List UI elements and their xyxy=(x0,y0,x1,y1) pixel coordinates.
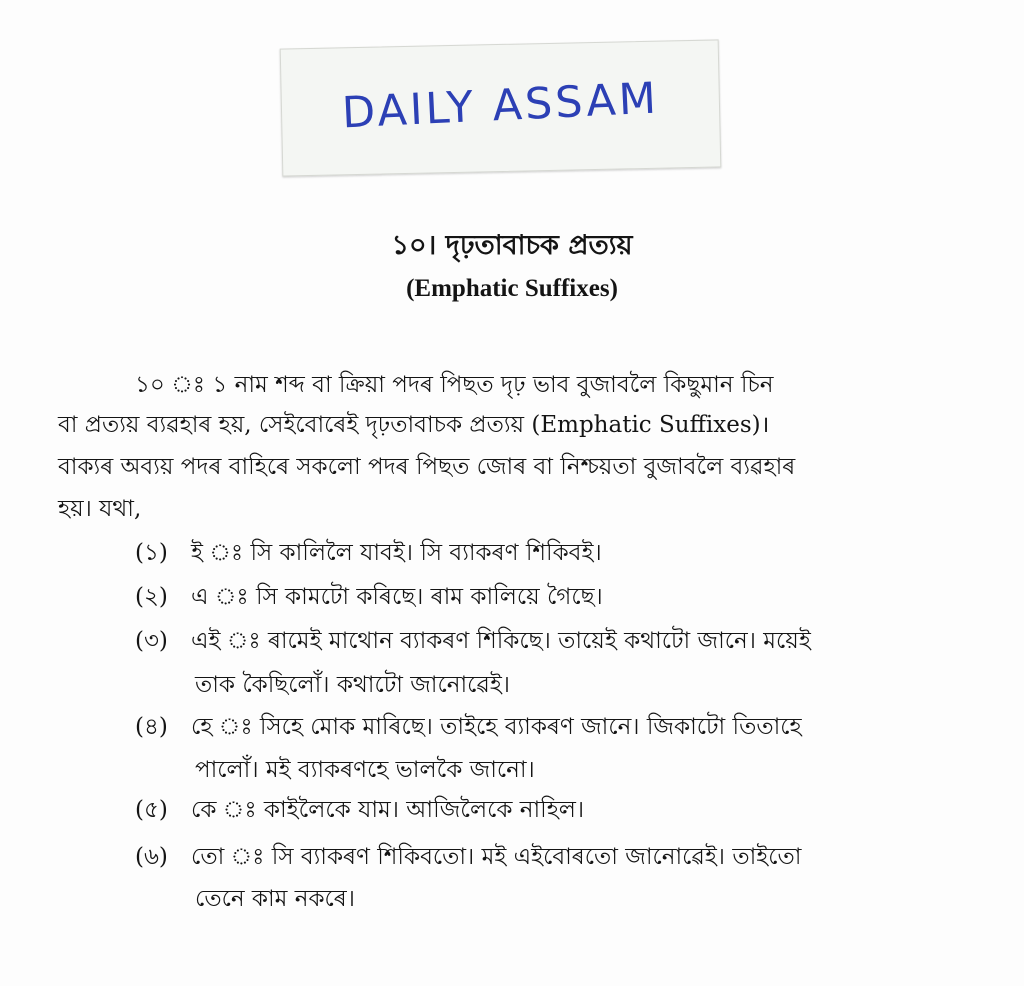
item-text: কে ঃ কাইলৈকে যাম। আজিলৈকে নাহিল। xyxy=(191,797,585,823)
item-number: (৫) xyxy=(135,797,168,823)
list-item-continuation: পালোঁ। মই ব্যাকৰণহে ভালকৈ জানো। xyxy=(195,757,535,783)
item-text: এ ঃ সি কামটো কৰিছে। ৰাম কালিয়ে গৈছে। xyxy=(191,584,603,610)
list-item-continuation: তাক কৈছিলোঁ। কথাটো জানোৱেই। xyxy=(195,672,511,698)
list-item xyxy=(135,712,802,742)
paragraph-line: হয়। যথা, xyxy=(58,496,142,522)
item-text: তো ঃ সি ব্যাকৰণ শিকিবতো। মই এইবোৰতো জানোৱেই। তাইতো xyxy=(191,844,802,870)
list-item-continuation: তেনে কাম নকৰে। xyxy=(195,886,355,912)
list-item xyxy=(135,626,811,656)
list-item xyxy=(135,795,584,825)
paragraph-line: ১০ ঃ ১ নাম শব্দ বা ক্ৰিয়া পদৰ পিছত দৃঢ় ভাব বুজাবলৈ কিছুমান চিন xyxy=(135,372,774,398)
paragraph-line: বাক্যৰ অব্যয় পদৰ বাহিৰে সকলো পদৰ পিছত জোৰ বা নিশ্চয়তা বুজাবলৈ ব্যৱহাৰ xyxy=(58,454,796,480)
item-number: (২) xyxy=(135,584,168,610)
item-number: (৩) xyxy=(135,628,168,654)
section-subtitle: (Emphatic Suffixes) xyxy=(406,275,618,302)
list-item xyxy=(135,842,801,872)
paragraph-line: বা প্ৰত্যয় ব্যৱহাৰ হয়, সেইবোৰেই দৃঢ়তাবাচক প্ৰত্যয় (Emphatic Suffixes)। xyxy=(58,412,770,438)
item-number: (৬) xyxy=(135,844,168,870)
item-text: এই ঃ ৰামেই মাথোন ব্যাকৰণ শিকিছে। তায়েই কথাটো জানে। ময়েই xyxy=(191,628,811,654)
item-text: ই ঃ সি কালিলৈ যাবই। সি ব্যাকৰণ শিকিবই। xyxy=(191,540,602,566)
item-text: হে ঃ সিহে মোক মাৰিছে। তাইহে ব্যাকৰণ জানে। জিকাটো তিতাহে xyxy=(191,714,802,740)
handwritten-label-card xyxy=(280,39,722,176)
item-number: (১) xyxy=(135,540,168,566)
item-number: (৪) xyxy=(135,714,168,740)
label-text: DAILY ASSAM xyxy=(340,73,660,139)
list-item xyxy=(135,582,603,612)
section-title: ১০। দৃঢ়তাবাচক প্ৰত্যয় xyxy=(391,230,633,261)
list-item xyxy=(135,538,602,568)
